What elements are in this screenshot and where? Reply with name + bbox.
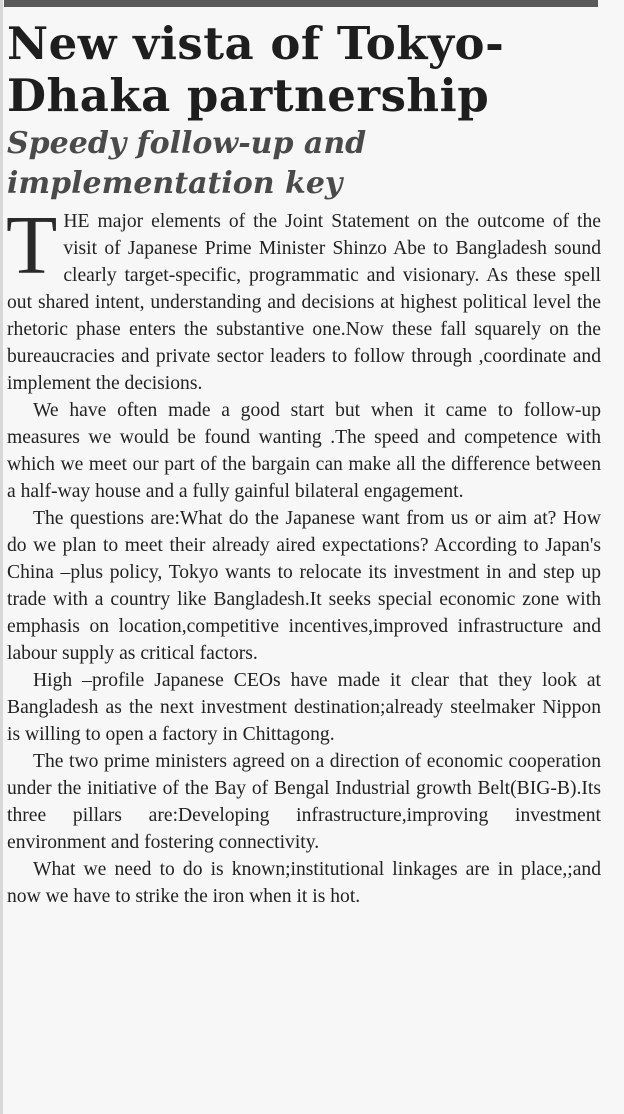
paragraph-3: The questions are:What do the Japanese want from us or aim at? How do we plan to meet their already aired expectations? According to Japan's China –plus policy, Tokyo wants to relocate its investment in and step up trade with a country like Bangladesh.It seeks special economic zone with emphasis on location,competitive incentives,improved infrastructure and labour supply as critical factors. <box>7 508 601 664</box>
paragraph-6: What we need to do is known;institutional linkages are in place,;and now we have to strike the iron when it is hot. <box>7 859 601 907</box>
paragraph-1-text: HE major elements of the Joint Statement on the outcome of the visit of Japanese Prime Minister Shinzo Abe to Bangladesh sound clearly target-specific, programmatic and visionary. As these spell out shared intent, understanding and decisions at highest political level the rhetoric phase enters the substantive one.Now these fall squarely on the bureaucracies and private sector leaders to follow through ,coordinate and implement the decisions. <box>7 211 601 394</box>
drop-cap: T <box>6 199 58 292</box>
paragraph-4: High –profile Japanese CEOs have made it clear that they look at Bangladesh as the next investment destination;already steelmaker Nippon is willing to open a factory in Chittagong. <box>7 670 601 745</box>
headline: New vista of Tokyo-Dhaka partnership <box>7 17 505 122</box>
paragraph-5: The two prime ministers agreed on a direction of economic cooperation under the initiative of the Bay of Bengal Industrial growth Belt(BIG-B).Its three pillars are:Developing infrastructure,improving investment environment and fostering connectivity. <box>7 751 601 853</box>
subheadline: Speedy follow-up and implementation key <box>7 126 367 201</box>
left-edge <box>0 0 3 1114</box>
article-body <box>6 199 601 910</box>
article <box>7 18 601 910</box>
top-rule <box>4 0 598 7</box>
paragraph-2: We have often made a good start but when it came to follow-up measures we would be found wanting .The speed and competence with which we meet our part of the bargain can make all the difference between a half-way house and a fully gainful bilateral engagement. <box>7 400 601 502</box>
paragraph-1 <box>6 199 601 397</box>
